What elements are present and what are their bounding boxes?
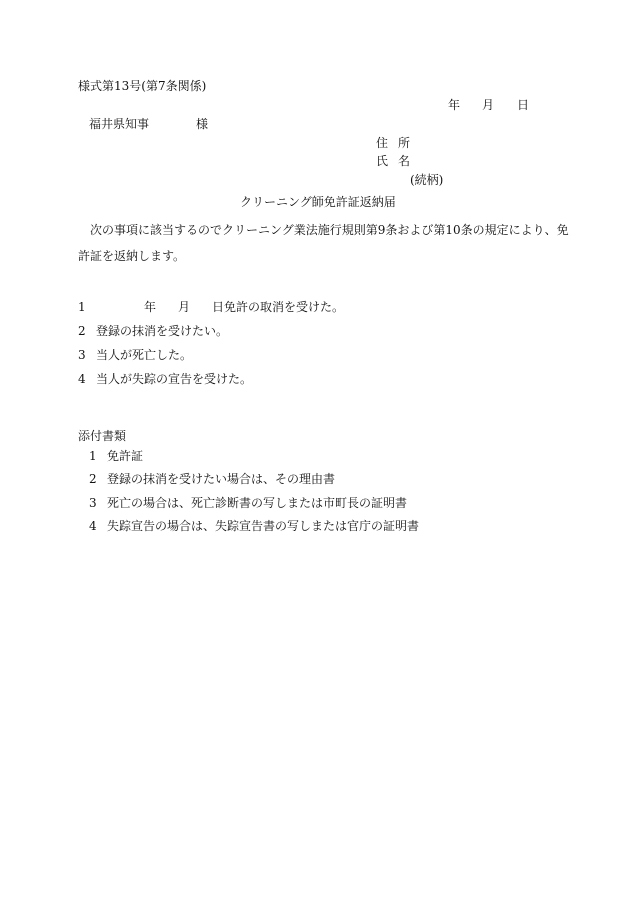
attachment-number: 4 — [89, 519, 97, 533]
item-text: 当人が失踪の宣告を受けた。 — [96, 372, 253, 386]
attachment-text: 死亡の場合は、死亡診断書の写しまたは市町長の証明書 — [107, 496, 408, 510]
date-year-label: 年 — [448, 98, 461, 112]
body-line-1: 次の事項に該当するのでクリーニング業法施行規則第9条および第10条の規定により、免 — [90, 223, 569, 237]
address-label-2: 所 — [398, 136, 411, 150]
item-month-label: 月 — [178, 300, 191, 314]
date-day-label: 日 — [517, 98, 530, 112]
relationship-label: (続柄) — [410, 173, 444, 187]
attachment-number: 3 — [89, 496, 97, 510]
attachments-heading: 添付書類 — [78, 429, 127, 443]
attachment-text: 登録の抹消を受けたい場合は、その理由書 — [107, 472, 336, 486]
attachment-text: 免許証 — [107, 449, 144, 463]
item-number: 4 — [78, 372, 86, 386]
name-label-2: 名 — [398, 154, 411, 168]
item-text: 当人が死亡した。 — [96, 348, 193, 362]
attachment-number: 1 — [89, 449, 97, 463]
attachment-text: 失踪宣告の場合は、失踪宣告書の写しまたは官庁の証明書 — [107, 519, 420, 533]
address-label-1: 住 — [376, 136, 389, 150]
item-year-label: 年 — [144, 300, 157, 314]
attachment-number: 2 — [89, 472, 97, 486]
form-number: 様式第13号(第7条関係) — [78, 79, 207, 93]
document-title: クリーニング師免許証返納届 — [240, 195, 396, 209]
addressee-title: 福井県知事 — [89, 117, 150, 131]
item-number: 3 — [78, 348, 86, 362]
addressee-honorific: 様 — [196, 117, 209, 131]
item-text: 登録の抹消を受けたい。 — [96, 324, 229, 338]
item-text: 日免許の取消を受けた。 — [212, 300, 345, 314]
body-line-2: 許証を返納します。 — [78, 249, 186, 263]
item-number: 2 — [78, 324, 86, 338]
name-label-1: 氏 — [376, 154, 389, 168]
date-month-label: 月 — [482, 98, 495, 112]
item-number: 1 — [78, 300, 86, 314]
